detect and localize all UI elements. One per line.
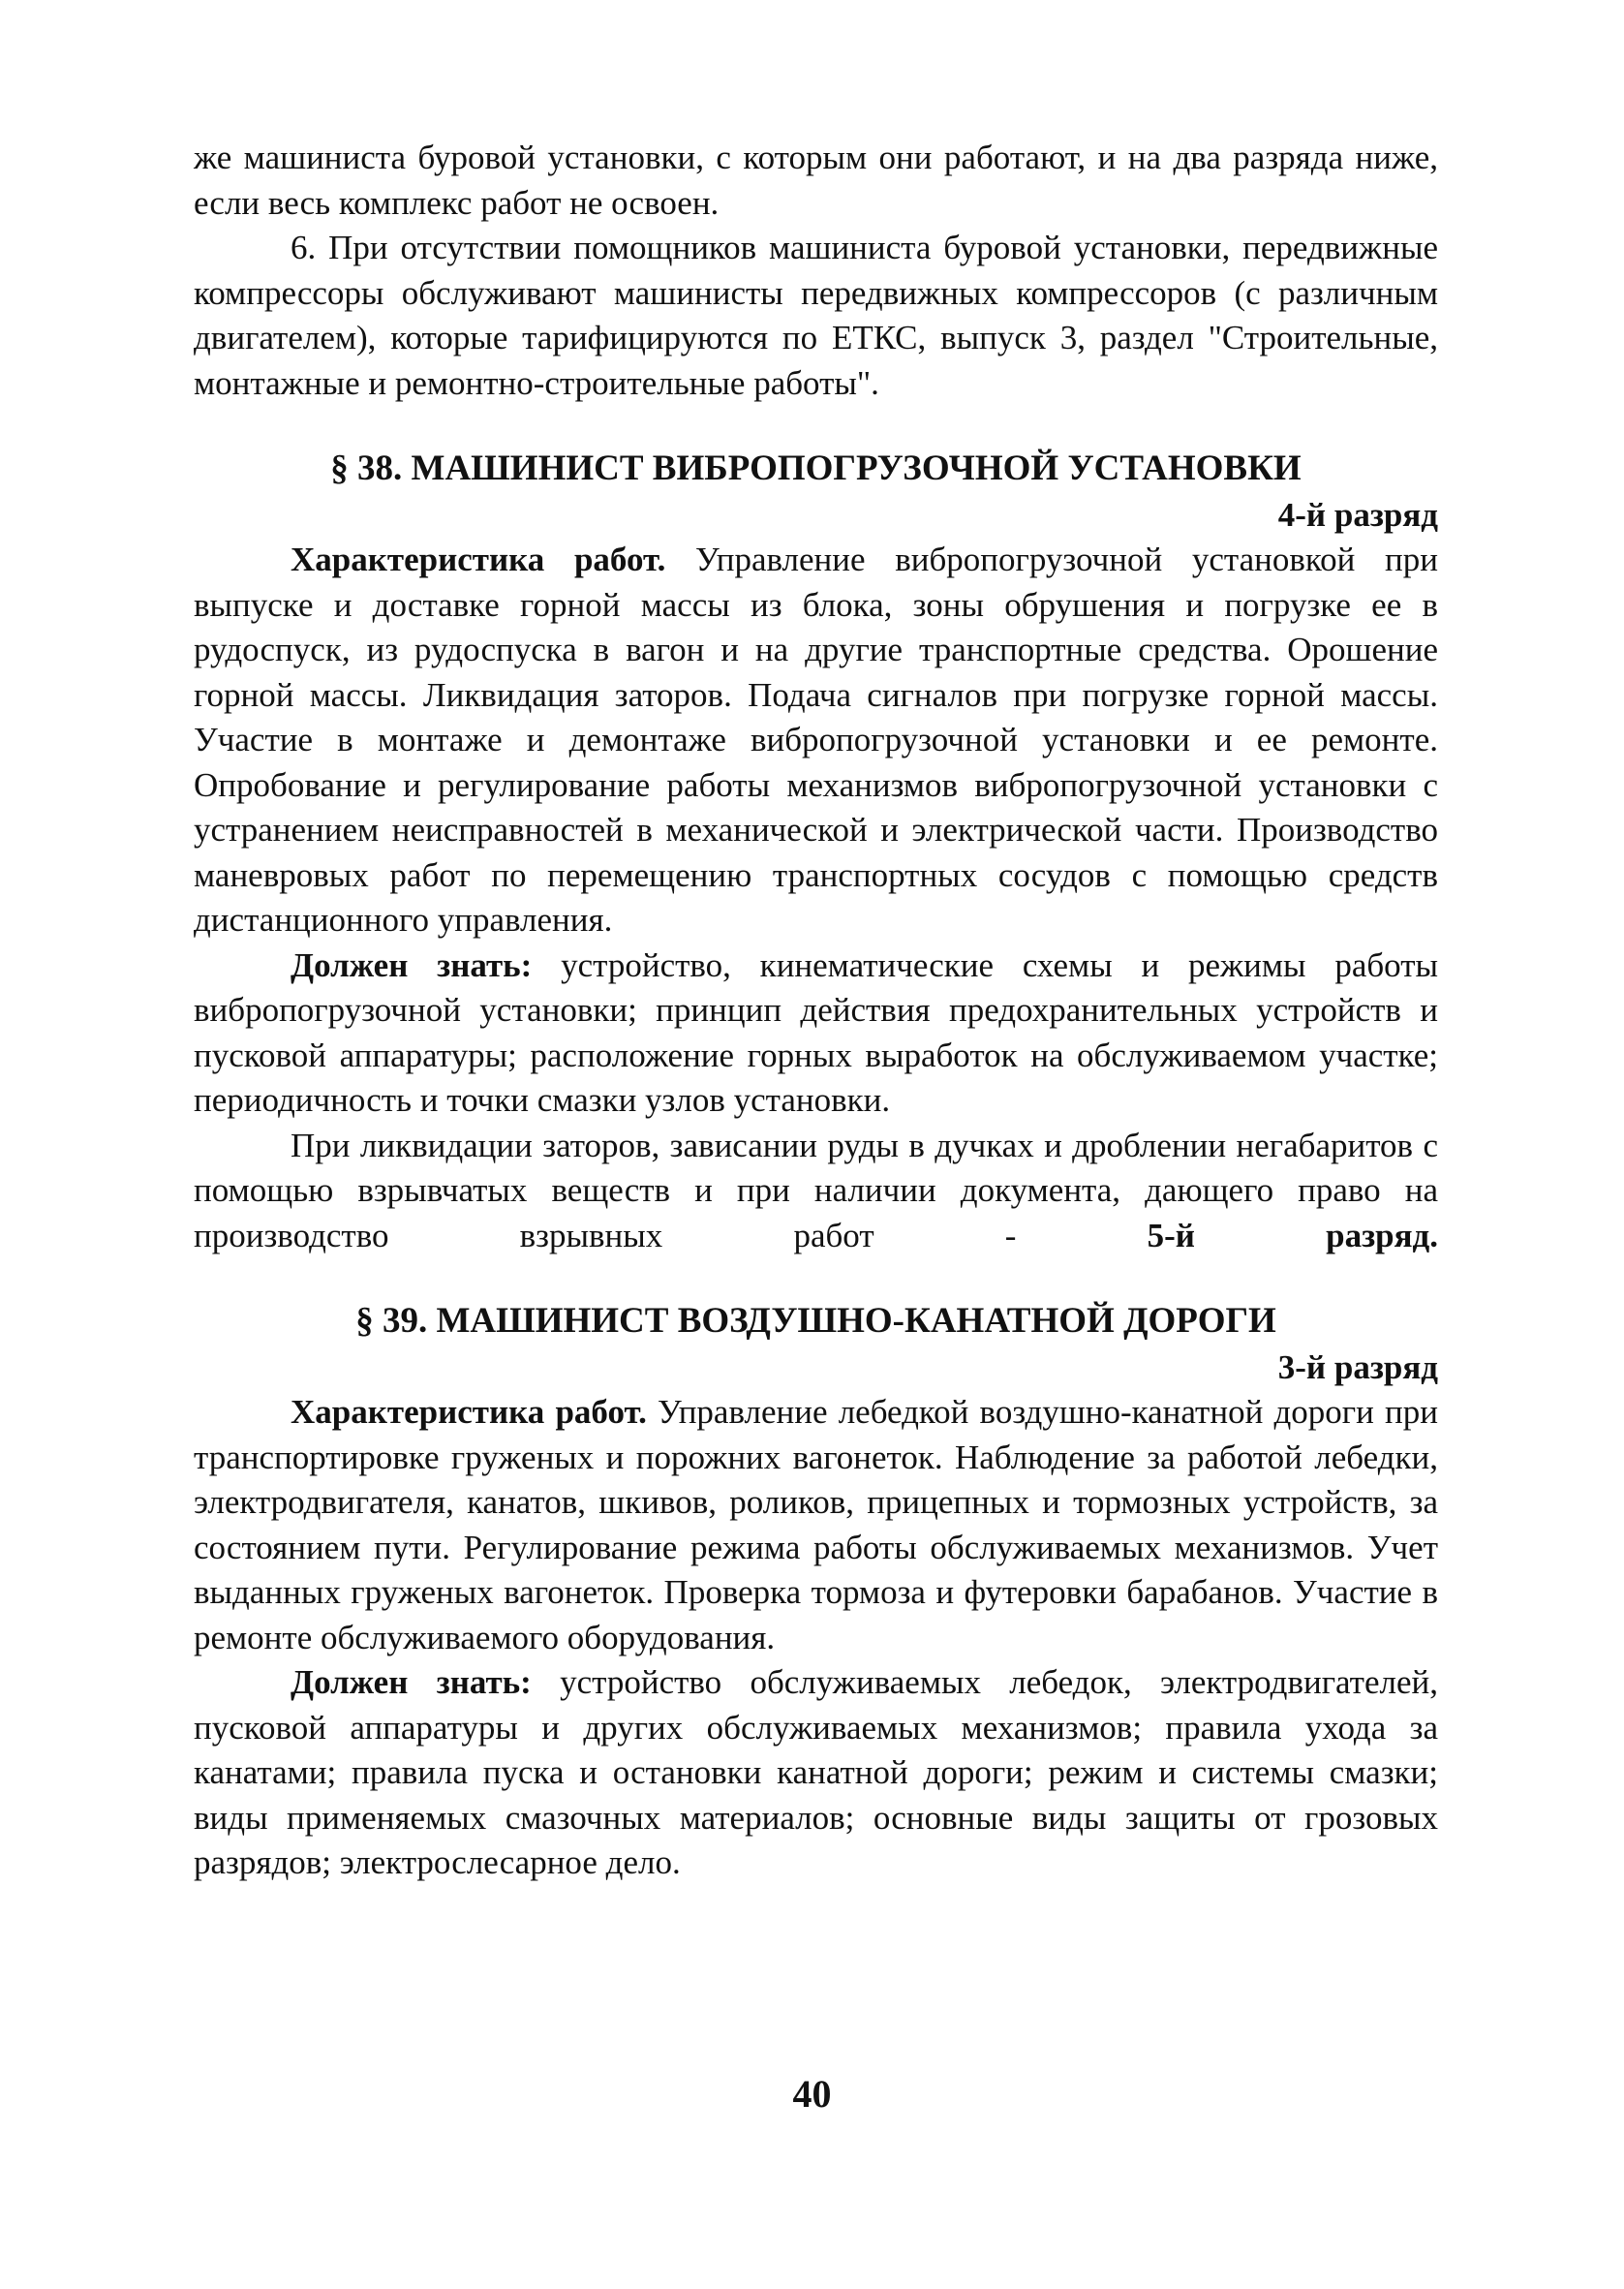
section-39-know-label: Должен знать: [291, 1663, 532, 1701]
section-39-title: § 39. МАШИНИСТ ВОЗДУШНО-КАНАТНОЙ ДОРОГИ [355, 1301, 1276, 1341]
section-38-know-paragraph [194, 943, 1438, 1124]
section-38-work-paragraph [194, 538, 1438, 943]
section-39-work-label: Характеристика работ. [291, 1393, 647, 1431]
intro-paragraph-1: же машиниста буровой установки, с которым они работают, и на два разряда ниже, если весь комплекс работ не освоен. [194, 139, 1438, 222]
section-38-know-text: устройство, кинематические схемы и режимы работы вибропогрузочной установки; принцип действия предохранительных устройств и пусковой аппаратуры; расположение горных выработок на обслуживаемом участке; периодичность и точки смазки узлов установки. [194, 945, 1439, 1119]
section-38-grade: 4-й разряд [1277, 496, 1438, 534]
section-39-grade: 3-й разряд [1277, 1348, 1438, 1386]
section-39-know-text: устройство обслуживаемых лебедок, электродвигателей, пусковой аппаратуры и других обслуживаемых механизмов; правила ухода за канатами; правила пуска и остановки канатной дороги; режим и системы смазки; виды применяемых смазочных материалов; основные виды защиты от грозовых разрядов; электрослесарное дело. [194, 1663, 1438, 1881]
section-39-know-paragraph [194, 1660, 1438, 1886]
section-38-work-label: Характеристика работ. [291, 541, 666, 578]
section-38-title: § 38. МАШИНИСТ ВИБРОПОГРУЗОЧНОЙ УСТАНОВКИ [330, 449, 1302, 488]
page-number: 40 [792, 2072, 832, 2116]
section-38-extra-grade: 5-й разряд. [1147, 1216, 1438, 1254]
section-39-work-paragraph [194, 1390, 1438, 1660]
section-38-extra-paragraph [194, 1124, 1438, 1259]
section-38-extra-text: При ликвидации заторов, зависании руды в дучках и дроблении негабаритов с помощью взрывчатых веществ и при наличии документа, дающего право на производство взрывных работ - [194, 1126, 1438, 1254]
section-38-know-label: Должен знать: [291, 945, 533, 984]
intro-paragraph-2: 6. При отсутствии помощников машиниста буровой установки, передвижные компрессоры обслуживают машинисты передвижных компрессоров (с различным двигателем), которые тарифицируются по ЕТКС, выпуск 3, раздел "Строительные, монтажные и ремонтно-строительные работы". [194, 229, 1438, 402]
document-page [194, 136, 1438, 1886]
section-38-work-text: Управление вибропогрузочной установкой при выпуске и доставке горной массы из блока, зоны обрушения и погрузке ее в рудоспуск, из рудоспуска в вагон и на другие транспортные средства. Орошение горной массы. Ликвидация заторов. Подача сигналов при погрузке горной массы. Участие в монтаже и демонтаже вибропогрузочной установки и ее ремонте. Опробование и регулирование работы механизмов вибропогрузочной установки с устранением неисправностей в механической и электрической части. Производство маневровых работ по перемещению транспортных сосудов с помощью средств дистанционного управления. [194, 541, 1439, 939]
section-39-work-text: Управление лебедкой воздушно-канатной дороги при транспортировке груженых и порожних вагонеток. Наблюдение за работой лебедки, электродвигателя, канатов, шкивов, роликов, прицепных и тормозных устройств, за состоянием пути. Регулирование режима работы обслуживаемых механизмов. Учет выданных груженых вагонеток. Проверка тормоза и футеровки барабанов. Участие в ремонте обслуживаемого оборудования. [194, 1393, 1438, 1656]
